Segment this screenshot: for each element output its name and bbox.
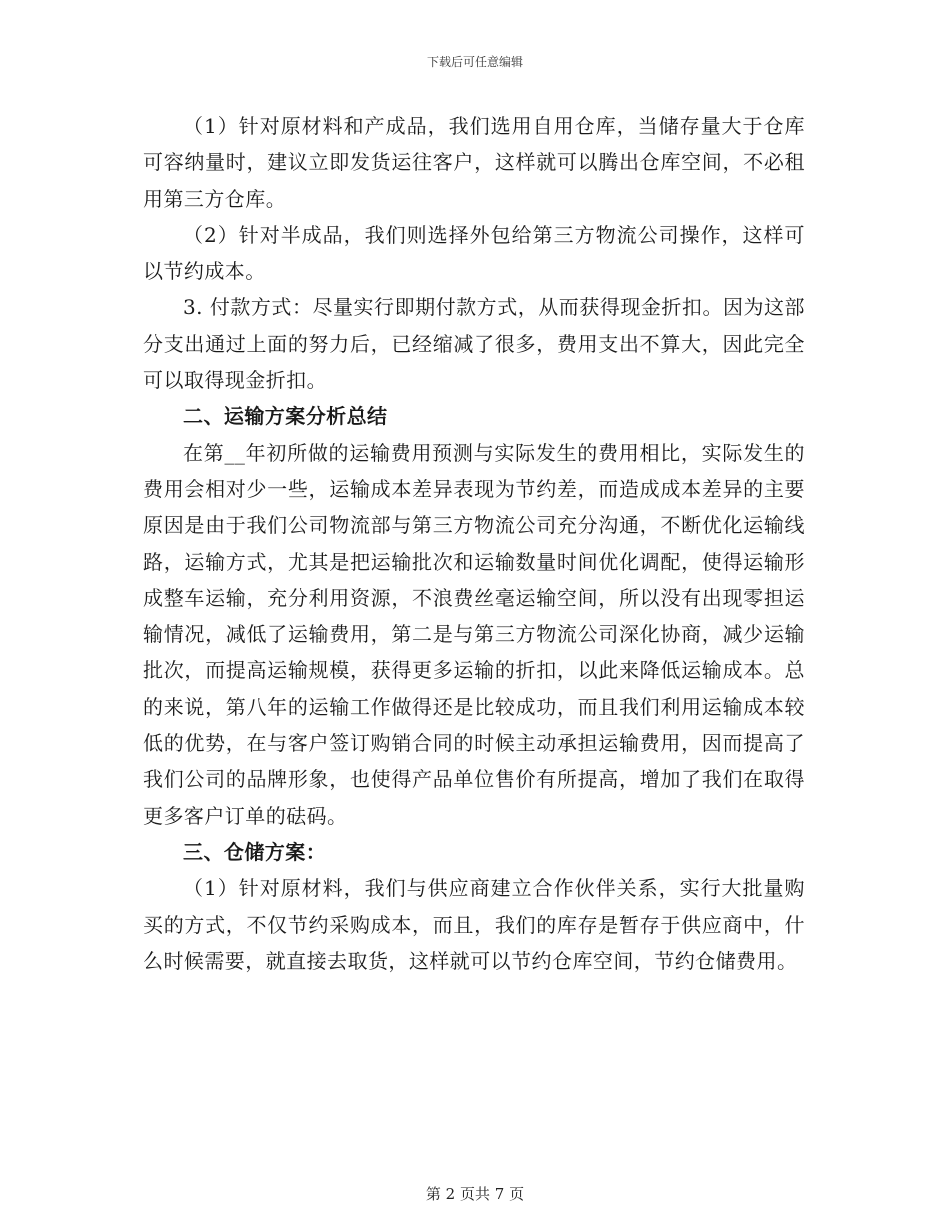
paragraph-supplier-partnership: （1）针对原材料，我们与供应商建立合作伙伴关系，实行大批量购买的方式，不仅节约采购成本，而且，我们的库存是暂存于供应商中，什么时候需要，就直接去取货，这样就可以节约仓库空间，节约仓储费用。 xyxy=(143,876,805,973)
paragraph-semi-finished-outsourcing: （2）针对半成品，我们则选择外包给第三方物流公司操作，这样可以节约成本。 xyxy=(143,222,805,284)
page-number-footer: 第 2 页共 7 页 xyxy=(425,1185,525,1203)
page-header-note: 下载后可任意编辑 xyxy=(426,55,523,69)
paragraph-transport-analysis: 在第__年初所做的运输费用预测与实际发生的费用相比，实际发生的费用会相对少一些，运输成本差异表现为节约差，而造成成本差异的主要原因是由于我们公司物流部与第三方物流公司充分沟通，不断优化运输线路，运输方式，尤其是把运输批次和运输数量时间优化调配，使得运输形成整车运输，充分利用资源，不浪费丝毫运输空间，所以没有出现零担运输情况，减低了运输费用，第二是与第三方物流公司深化协商，减少运输批次，而提高运输规模，获得更多运输的折扣，以此来降低运输成本。总的来说，第八年的运输工作做得还是比较成功，而且我们利用运输成本较低的优势，在与客户签订购销合同的时候主动承担运输费用，因而提高了我们公司的品牌形象，也使得产品单位售价有所提高，增加了我们在取得更多客户订单的砝码。 xyxy=(143,440,805,828)
document-body xyxy=(143,108,805,979)
section-heading-storage-plan: 三、仓储方案： xyxy=(183,839,327,864)
section-heading-transport-summary: 二、运输方案分析总结 xyxy=(183,404,388,429)
paragraph-payment-method: 3. 付款方式：尽量实行即期付款方式，从而获得现金折扣。因为这部分支出通过上面的努力后，已经缩减了很多，费用支出不算大，因此完全可以取得现金折扣。 xyxy=(143,295,805,393)
paragraph-raw-materials-storage: （1）针对原材料和产成品，我们选用自用仓库，当储存量大于仓库可容纳量时，建议立即发货运往客户，这样就可以腾出仓库空间，不必租用第三方仓库。 xyxy=(143,114,805,211)
